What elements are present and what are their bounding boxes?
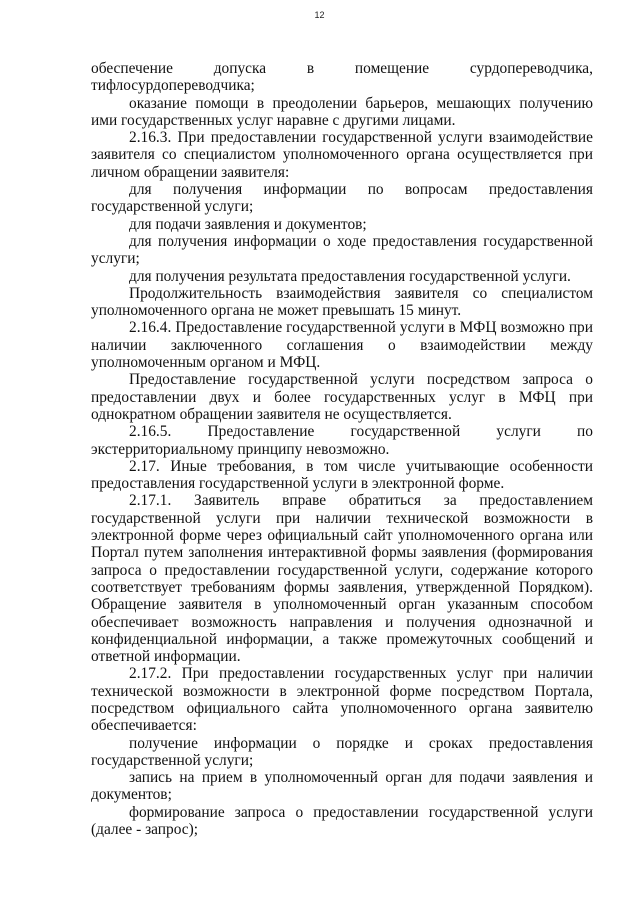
paragraph: оказание помощи в преодолении барьеров, мешающих получению ими государственных услуг наравне с другими лицами. bbox=[91, 94, 593, 129]
paragraph: 2.16.3. При предоставлении государственной услуги взаимодействие заявителя со специалистом уполномоченного органа осуществляется при личном обращении заявителя: bbox=[91, 129, 593, 181]
paragraph: 2.16.5. Предоставление государственной услуги по экстерриториальному принципу невозможно. bbox=[91, 423, 593, 458]
paragraph: запись на прием в уполномоченный орган для подачи заявления и документов; bbox=[91, 769, 593, 804]
paragraph: Продолжительность взаимодействия заявителя со специалистом уполномоченного органа не может превышать 15 минут. bbox=[91, 284, 593, 320]
paragraph: для получения информации о ходе предоставления государственной услуги; bbox=[91, 232, 593, 268]
paragraph: 2.17.1. Заявитель вправе обратиться за предоставлением государственной услуги при наличии технической возможности в электронной форме через официальный сайт уполномоченного органа или Портал путем заполнения интерактивной формы заявления (формирования запроса о предоставлении государственной услуги, содержание которого соответствует требованиям формы заявления, утвержденной Порядком). Обращение заявителя в уполномоченный орган указанным способом обеспечивает возможность направления и получения однозначной и конфиденциальной информации, а также промежуточных сообщений и ответной информации. bbox=[91, 492, 593, 666]
paragraph: формирование запроса о предоставлении государственной услуги (далее - запрос); bbox=[91, 803, 593, 839]
paragraph: 2.17. Иные требования, в том числе учитывающие особенности предоставления государственной услуги в электронной форме. bbox=[91, 457, 593, 493]
paragraph: для подачи заявления и документов; bbox=[129, 215, 367, 233]
paragraph: Предоставление государственной услуги посредством запроса о предоставлении двух и более государственных услуг в МФЦ при однократном обращении заявителя не осуществляется. bbox=[91, 371, 593, 423]
paragraph: получение информации о порядке и сроках предоставления государственной услуги; bbox=[91, 734, 593, 769]
paragraph: 2.17.2. При предоставлении государственных услуг при наличии технической возможности в электронной форме посредством Портала, посредством официального сайта уполномоченного органа заявителю обеспечивается: bbox=[91, 665, 593, 735]
paragraph: обеспечение допуска в помещение сурдопереводчика, тифлосурдопереводчика; bbox=[91, 60, 593, 95]
document-body bbox=[91, 60, 593, 838]
paragraph: 2.16.4. Предоставление государственной услуги в МФЦ возможно при наличии заключенного соглашения о взаимодействии между уполномоченным органом и МФЦ. bbox=[91, 319, 593, 372]
page-number: 12 bbox=[314, 10, 325, 20]
paragraph: для получения результата предоставления государственной услуги. bbox=[129, 267, 571, 285]
paragraph: для получения информации по вопросам предоставления государственной услуги; bbox=[91, 181, 593, 216]
